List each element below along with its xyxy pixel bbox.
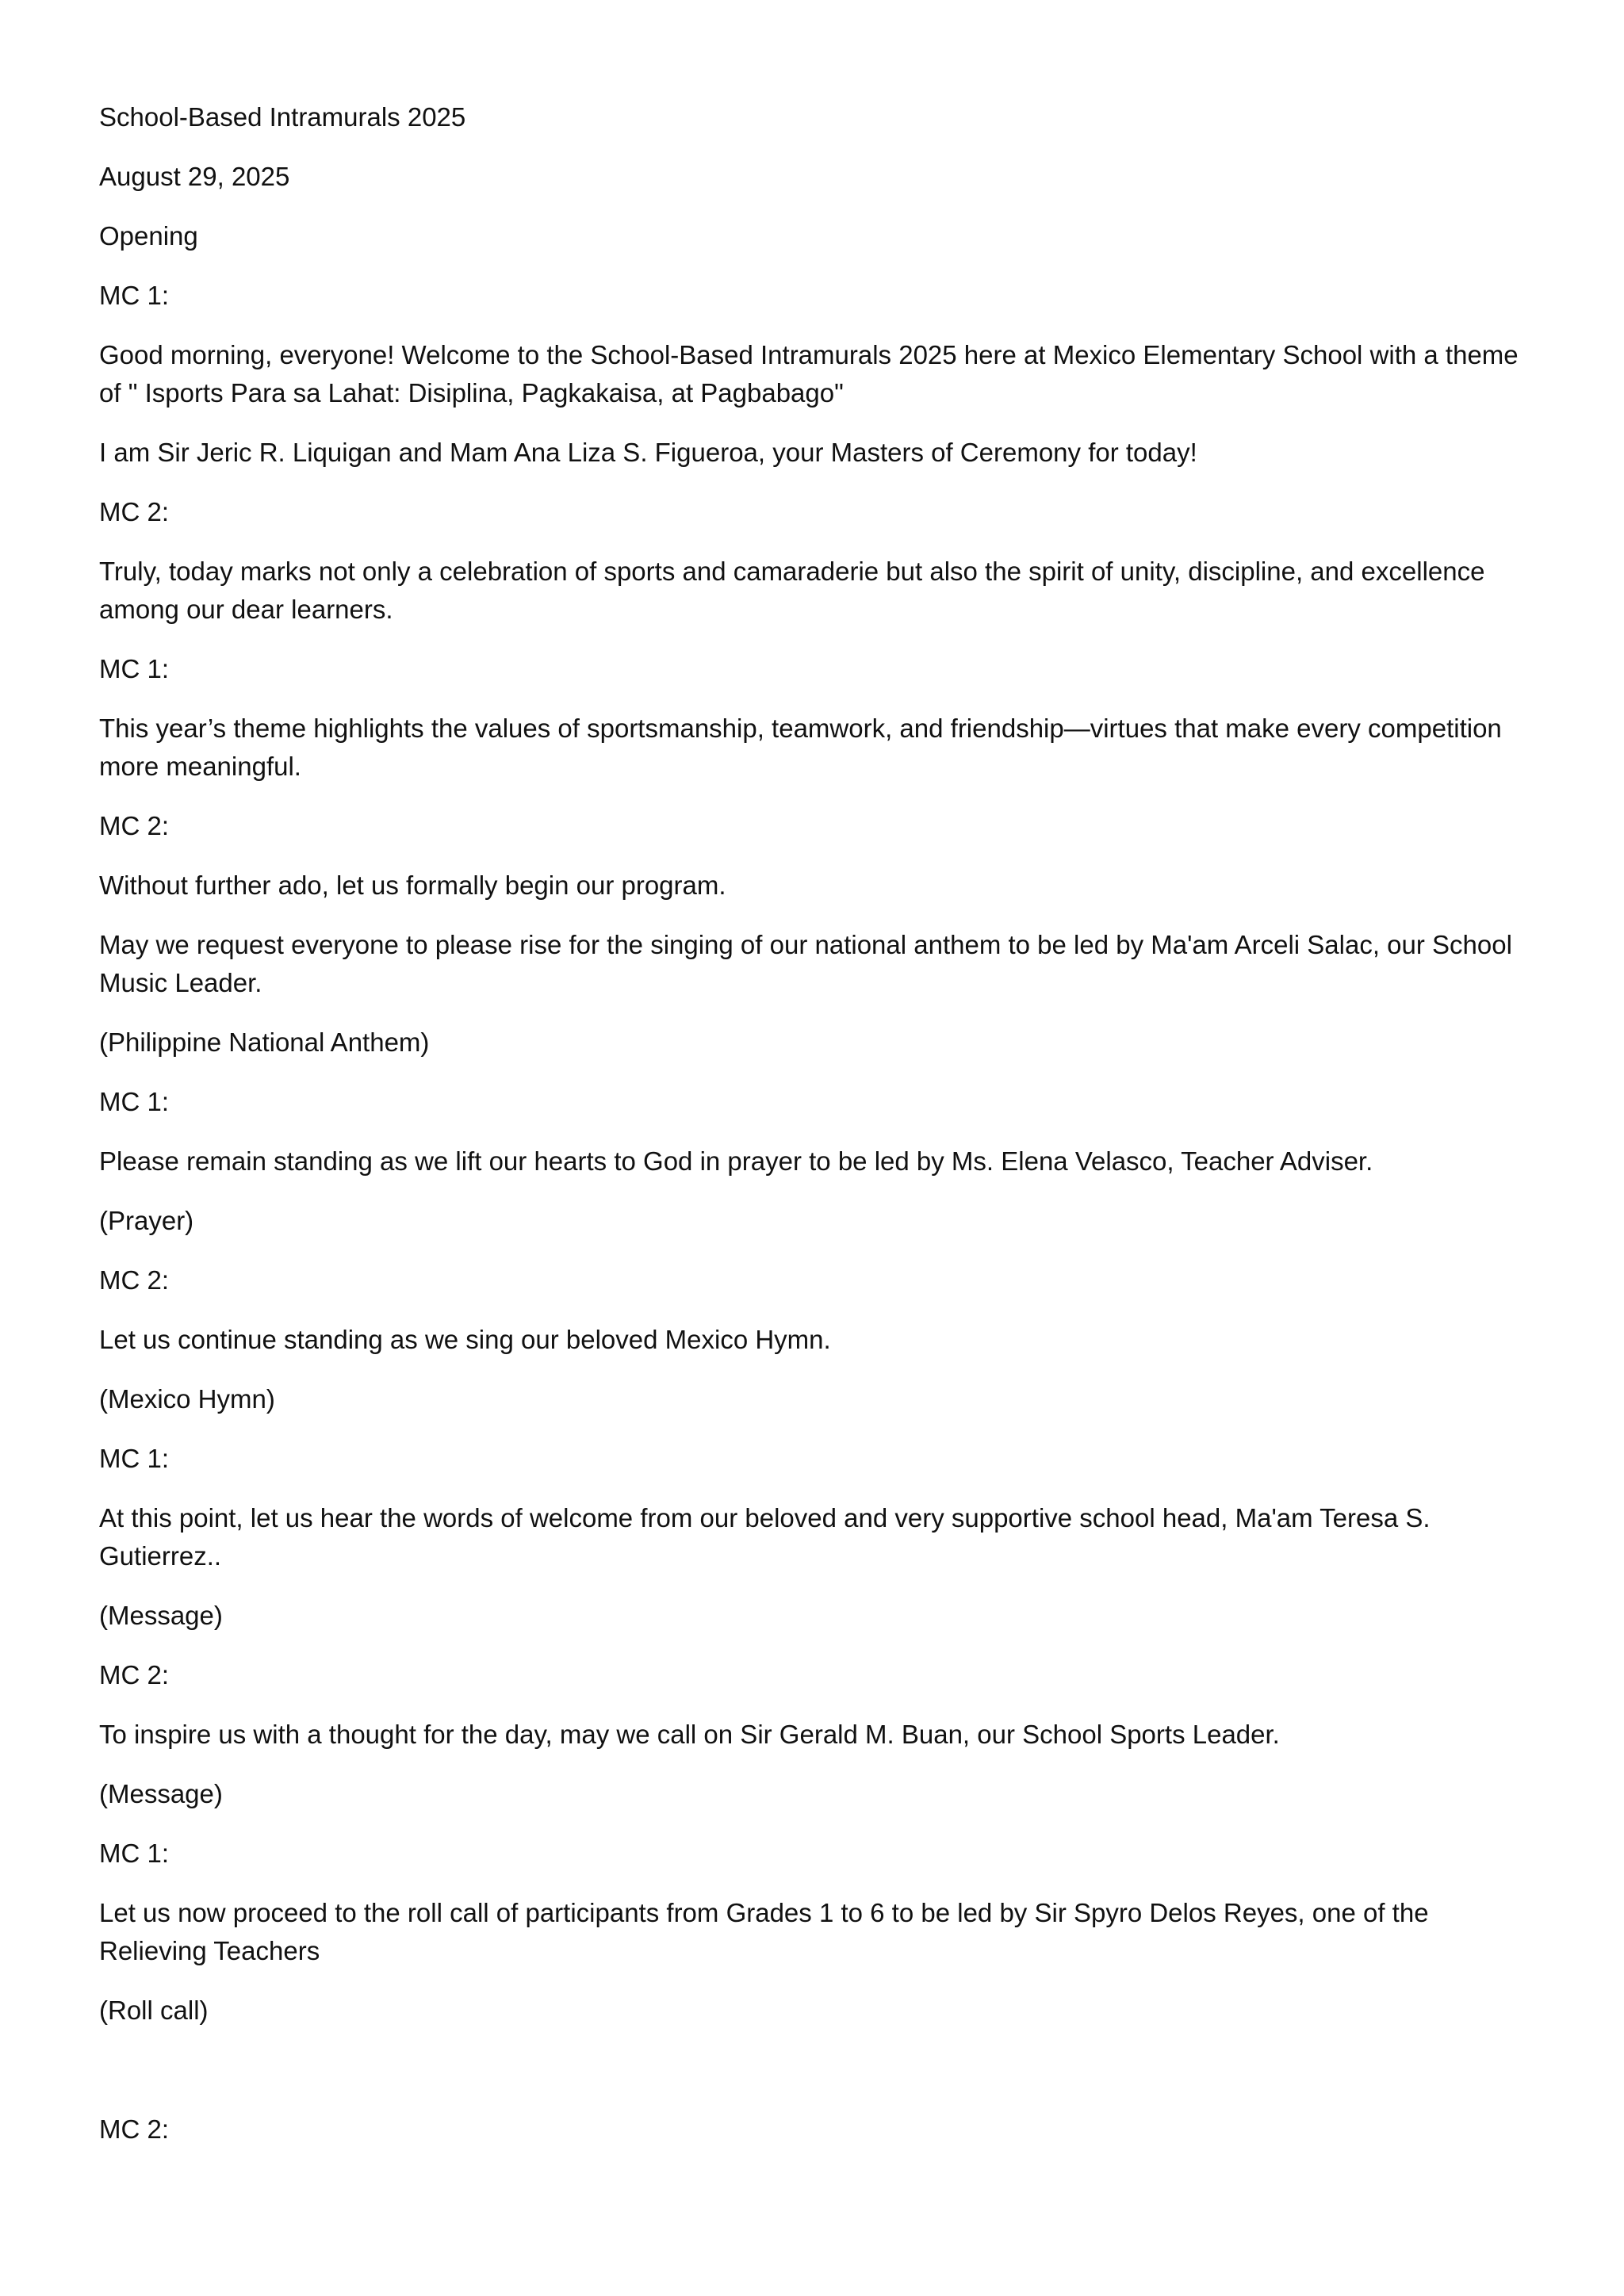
script-line: Without further ado, let us formally begin our program. [99,871,726,900]
stage-direction: (Mexico Hymn) [99,1384,275,1414]
speaker-label: MC 1: [99,654,170,683]
speaker-label: MC 2: [99,1265,170,1295]
speaker-label: MC 1: [99,1087,170,1116]
speaker-label: MC 1: [99,281,170,310]
speaker-label: MC 1: [99,1444,170,1473]
speaker-label: MC 2: [99,1660,170,1689]
stage-direction: (Message) [99,1779,223,1808]
script-line: Truly, today marks not only a celebration of sports and camaraderie but also the spirit of unity, discipline, and excellence among our dear learners. [99,557,1485,624]
script-line: To inspire us with a thought for the day, may we call on Sir Gerald M. Buan, our School Sports Leader. [99,1720,1280,1749]
script-line: May we request everyone to please rise for the singing of our national anthem to be led by Ma'am Arceli Salac, our School Music Leader. [99,930,1512,997]
script-line: This year’s theme highlights the values of sportsmanship, teamwork, and friendship—virtues that make every competition more meaningful. [99,714,1502,781]
speaker-label: MC 2: [99,811,170,840]
script-line: I am Sir Jeric R. Liquigan and Mam Ana Liza S. Figueroa, your Masters of Ceremony for today! [99,438,1197,467]
blank-line [99,2051,1542,2110]
speaker-label: MC 1: [99,1839,170,1868]
script-line: Let us now proceed to the roll call of participants from Grades 1 to 6 to be led by Sir Spyro Delos Reyes, one of the Relieving Teachers [99,1898,1429,1965]
stage-direction: (Roll call) [99,1996,209,2025]
script-line: Let us continue standing as we sing our beloved Mexico Hymn. [99,1325,831,1354]
stage-direction: (Message) [99,1601,223,1630]
stage-direction: (Philippine National Anthem) [99,1027,430,1057]
stage-direction: (Prayer) [99,1206,194,1235]
document-date: August 29, 2025 [99,162,290,191]
speaker-label: MC 2: [99,497,170,526]
script-line: Please remain standing as we lift our hearts to God in prayer to be led by Ms. Elena Velasco, Teacher Adviser. [99,1146,1373,1176]
document-title: School-Based Intramurals 2025 [99,102,466,132]
script-line: Good morning, everyone! Welcome to the School-Based Intramurals 2025 here at Mexico Elementary School with a theme of " Isports Para sa Lahat: Disiplina, Pagkakaisa, at Pagbabago" [99,340,1519,408]
script-line: At this point, let us hear the words of welcome from our beloved and very supportive school head, Ma'am Teresa S. Gutierrez.. [99,1503,1431,1571]
speaker-label: MC 2: [99,2114,170,2144]
document-body [99,98,1542,2170]
section-heading: Opening [99,221,198,251]
